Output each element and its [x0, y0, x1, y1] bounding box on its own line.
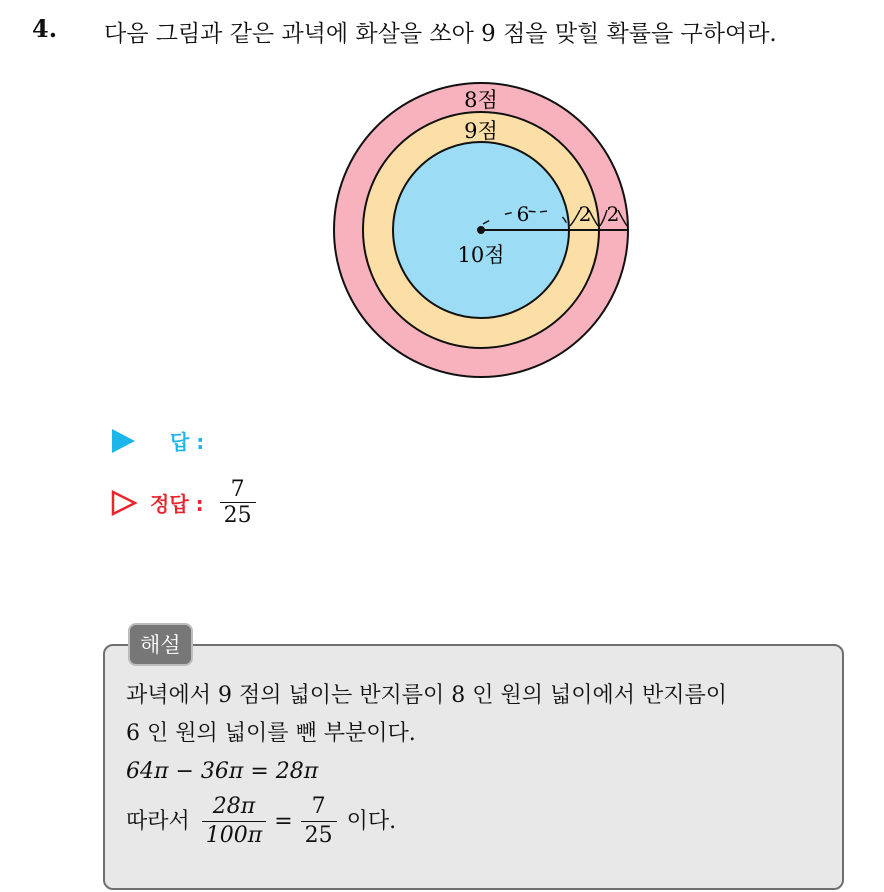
solution-equals: = [274, 808, 293, 834]
label-8-points: 8점 [464, 88, 498, 112]
solution-fraction-1-denominator: 100π [202, 821, 266, 850]
solution-prefix: 따라서 [126, 808, 190, 834]
solution-fraction-1 [202, 793, 266, 850]
solution-tag: 해설 [128, 623, 193, 666]
solution-suffix: 이다. [346, 808, 397, 834]
radius-label-2-middle: 2 [578, 202, 592, 226]
label-9-points: 9점 [464, 119, 498, 143]
solution-fraction-2-denominator: 25 [301, 821, 337, 850]
outline-arrow-icon [110, 489, 138, 517]
solution-line-4 [126, 793, 826, 850]
question-number: 4. [32, 14, 58, 43]
solution-line-1: 과녁에서 9 점의 넓이는 반지름이 8 인 원의 넓이에서 반지름이 [126, 683, 727, 708]
answer-row [110, 426, 204, 455]
solution-fraction-2 [301, 793, 337, 850]
solution-line-2: 6 인 원의 넓이를 뺀 부분이다. [126, 721, 416, 746]
correct-answer-fraction [220, 477, 256, 528]
target-figure [330, 80, 636, 386]
solution-text [126, 677, 826, 850]
center-dot [477, 226, 485, 234]
answer-label: 답 : [170, 430, 205, 454]
correct-answer-denominator: 25 [220, 502, 256, 528]
solution-fraction-1-numerator: 28π [212, 794, 256, 819]
radius-label-6: 6 [516, 202, 530, 226]
play-arrow-icon [110, 428, 136, 454]
solution-fraction-2-numerator: 7 [311, 794, 326, 819]
label-10-points: 10점 [457, 243, 505, 267]
correct-answer-row [110, 477, 256, 528]
solution-line-3: 64π − 36π = 28π [126, 759, 319, 784]
correct-answer-label: 정답 : [150, 492, 204, 516]
correct-answer-numerator: 7 [230, 477, 245, 502]
radius-label-2-outer: 2 [606, 202, 620, 226]
question-text: 다음 그림과 같은 과녁에 화살을 쏘아 9 점을 맞힐 확률을 구하여라. [104, 21, 777, 47]
